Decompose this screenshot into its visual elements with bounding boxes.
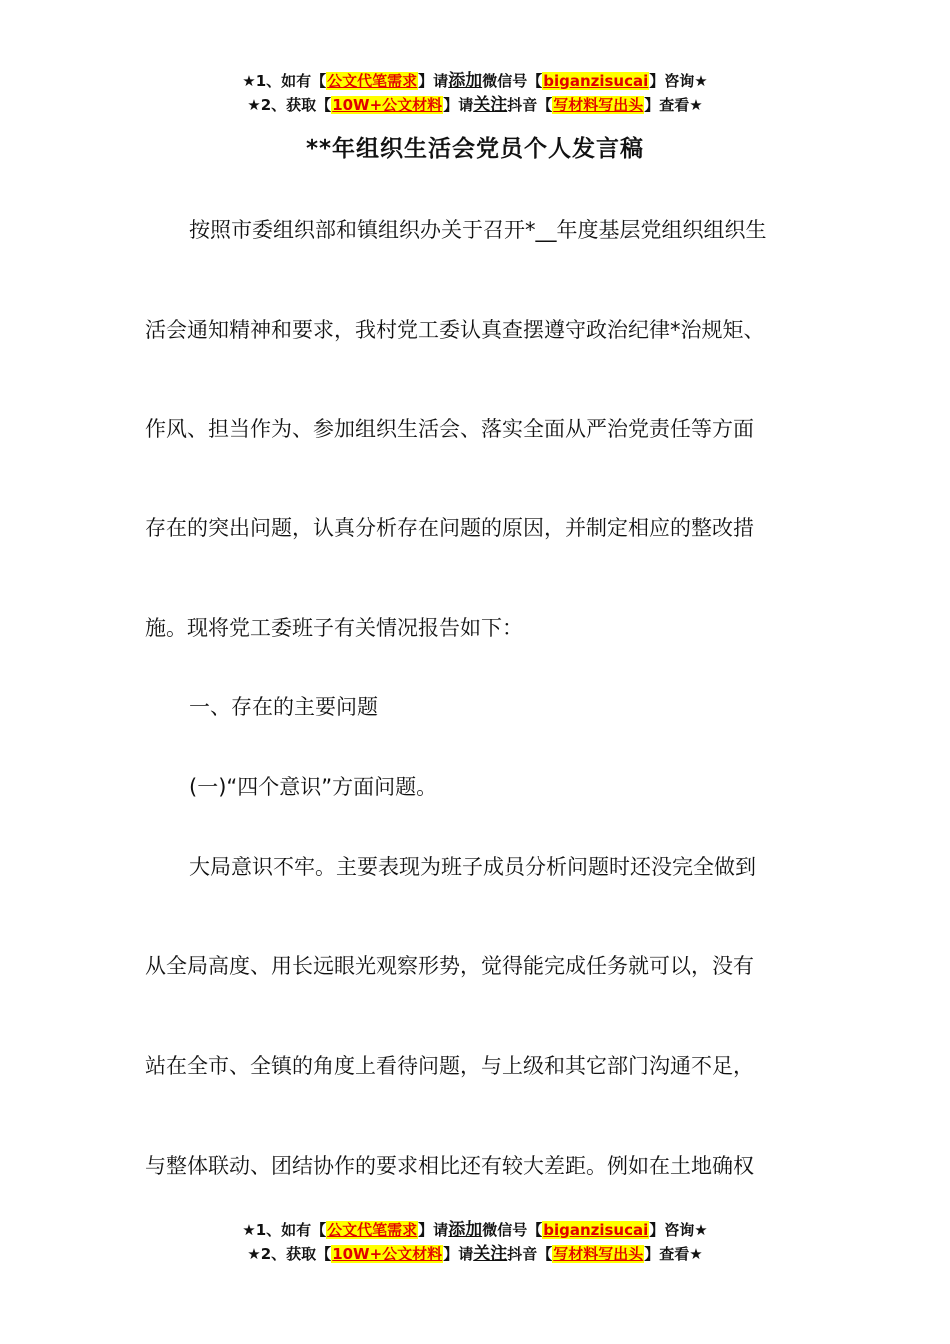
body-line-3: 作风、担当作为、参加组织生活会、落实全面从严治党责任等方面	[145, 417, 754, 441]
body-line-4: 存在的突出问题，认真分析存在问题的原因，并制定相应的整改措	[145, 516, 754, 540]
subsection-heading: (一)“四个意识”方面问题。	[189, 775, 438, 799]
banner-line-2: ★2、获取【10W+公文材料】请关注抖音【写材料写出头】查看★	[247, 95, 703, 115]
top-banner	[0, 69, 950, 117]
highlight-materials: 10W+公文材料	[332, 96, 443, 114]
body-line-9: 与整体联动、团结协作的要求相比还有较大差距。例如在土地确权	[145, 1154, 754, 1178]
banner-line-2: ★2、获取【10W+公文材料】请关注抖音【写材料写出头】查看★	[247, 1244, 703, 1264]
body-line-5: 施。现将党工委班子有关情况报告如下：	[145, 616, 523, 640]
body-line-6: 大局意识不牢。主要表现为班子成员分析问题时还没完全做到	[189, 855, 756, 879]
bottom-banner	[0, 1218, 950, 1266]
highlight-douyin-name: 写材料写出头	[553, 96, 644, 114]
section-heading: 一、存在的主要问题	[189, 695, 378, 719]
highlight-wechat-id: biganzisucai	[543, 1221, 649, 1239]
highlight-wechat-id: biganzisucai	[543, 72, 649, 90]
body-line-1: 按照市委组织部和镇组织办关于召开*__年度基层党组织组织生	[189, 218, 767, 242]
body-line-7: 从全局高度、用长远眼光观察形势，觉得能完成任务就可以，没有	[145, 954, 754, 978]
banner-line-1: ★1、如有【公文代笔需求】请添加微信号【biganzisucai】咨询★	[242, 1220, 708, 1240]
highlight-service: 公文代笔需求	[327, 1221, 418, 1239]
banner-line-1: ★1、如有【公文代笔需求】请添加微信号【biganzisucai】咨询★	[242, 71, 708, 91]
document-title: **年组织生活会党员个人发言稿	[305, 136, 645, 162]
body-line-2: 活会通知精神和要求，我村党工委认真查摆遵守政治纪律*治规矩、	[145, 318, 765, 342]
highlight-service: 公文代笔需求	[327, 72, 418, 90]
highlight-douyin-name: 写材料写出头	[553, 1245, 644, 1263]
highlight-materials: 10W+公文材料	[332, 1245, 443, 1263]
body-line-8: 站在全市、全镇的角度上看待问题，与上级和其它部门沟通不足，	[145, 1054, 754, 1078]
